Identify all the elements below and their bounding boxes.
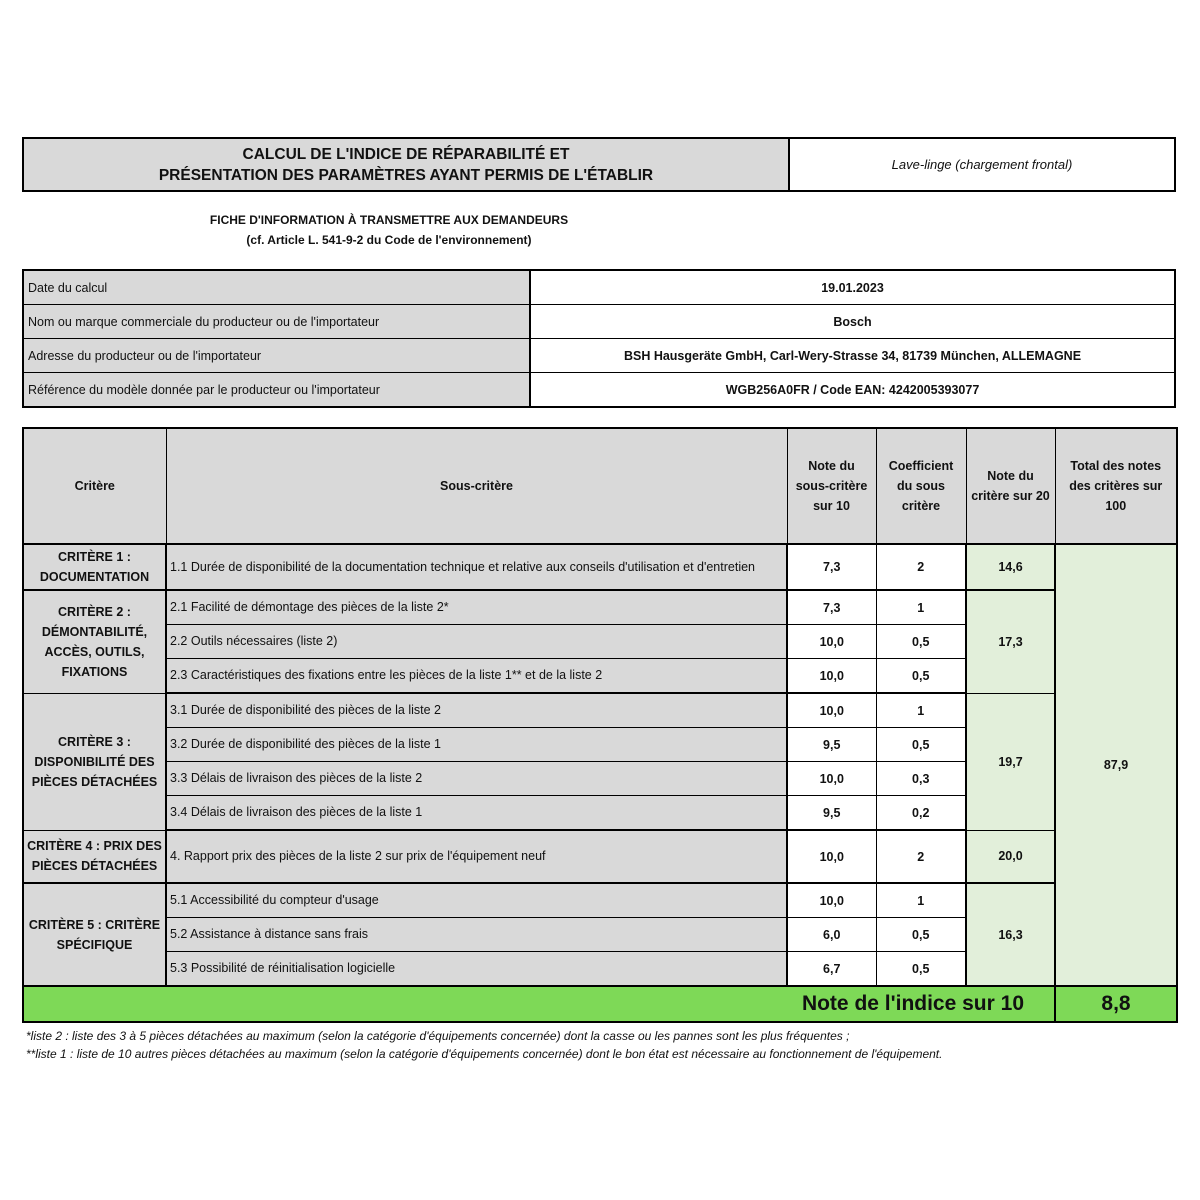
info-value: 19.01.2023	[530, 270, 1175, 305]
info-row	[23, 339, 1175, 373]
criterion-name: CRITÈRE 1 : DOCUMENTATION	[23, 544, 166, 590]
header-box	[22, 137, 1176, 192]
header-sub-criterion: Sous-critère	[166, 428, 787, 544]
final-score-label: Note de l'indice sur 10	[23, 986, 1055, 1022]
sub-criterion-coefficient: 2	[876, 544, 966, 590]
header-sub-score: Note du sous-critère sur 10	[787, 428, 876, 544]
sub-criterion-coefficient: 0,5	[876, 728, 966, 762]
sub-criterion-label: 1.1 Durée de disponibilité de la documentation technique et relative aux conseils d'utilisation et d'entretien	[166, 544, 787, 590]
sub-criterion-score: 6,0	[787, 918, 876, 952]
subtitle-line1: FICHE D'INFORMATION À TRANSMETTRE AUX DEMANDEURS	[209, 213, 569, 227]
table-row	[23, 883, 1177, 918]
sub-criterion-score: 10,0	[787, 693, 876, 728]
sub-criterion-coefficient: 0,2	[876, 796, 966, 831]
header-coefficient: Coefficient du sous critère	[876, 428, 966, 544]
subtitle	[0, 210, 966, 250]
footnote-1: *liste 2 : liste des 3 à 5 pièces détachées au maximum (selon la catégorie d'équipements concernée) dont la casse ou les pannes sont les plus fréquentes ;	[26, 1029, 850, 1043]
info-label: Nom ou marque commerciale du producteur ou de l'importateur	[23, 305, 530, 339]
table-row	[23, 590, 1177, 625]
criterion-name: CRITÈRE 4 : PRIX DES PIÈCES DÉTACHÉES	[23, 830, 166, 883]
table-row	[23, 693, 1177, 728]
header-title	[24, 139, 790, 190]
sub-criterion-coefficient: 2	[876, 830, 966, 883]
footnotes	[26, 1027, 1176, 1063]
table-row	[23, 830, 1177, 883]
criterion-score: 14,6	[966, 544, 1055, 590]
sub-criterion-label: 4. Rapport prix des pièces de la liste 2 sur prix de l'équipement neuf	[166, 830, 787, 883]
info-label: Référence du modèle donnée par le producteur ou l'importateur	[23, 373, 530, 408]
sub-criterion-coefficient: 1	[876, 693, 966, 728]
criterion-score: 20,0	[966, 830, 1055, 883]
criterion-score: 19,7	[966, 693, 1055, 830]
sub-criterion-score: 6,7	[787, 952, 876, 987]
header-total: Total des notes des critères sur 100	[1055, 428, 1177, 544]
sub-criterion-label: 5.1 Accessibilité du compteur d'usage	[166, 883, 787, 918]
info-value: Bosch	[530, 305, 1175, 339]
table-header-row	[23, 428, 1177, 544]
sub-criterion-label: 3.2 Durée de disponibilité des pièces de la liste 1	[166, 728, 787, 762]
footnote-2: **liste 1 : liste de 10 autres pièces détachées au maximum (selon la catégorie d'équipements concernée) dont le bon état est nécessaire au fonctionnement de l'équipement.	[26, 1047, 943, 1061]
sub-criterion-score: 10,0	[787, 762, 876, 796]
sub-criterion-label: 5.2 Assistance à distance sans frais	[166, 918, 787, 952]
final-score-value: 8,8	[1055, 986, 1177, 1022]
sub-criterion-score: 7,3	[787, 544, 876, 590]
info-row	[23, 373, 1175, 408]
sub-criterion-score: 10,0	[787, 830, 876, 883]
sub-criterion-label: 3.3 Délais de livraison des pièces de la liste 2	[166, 762, 787, 796]
sub-criterion-label: 2.2 Outils nécessaires (liste 2)	[166, 625, 787, 659]
criterion-score: 16,3	[966, 883, 1055, 986]
sub-criterion-score: 10,0	[787, 625, 876, 659]
sub-criterion-coefficient: 0,5	[876, 918, 966, 952]
sub-criterion-score: 9,5	[787, 728, 876, 762]
header-criterion-score: Note du critère sur 20	[966, 428, 1055, 544]
info-label: Date du calcul	[23, 270, 530, 305]
sub-criterion-coefficient: 0,5	[876, 625, 966, 659]
sub-criterion-coefficient: 0,5	[876, 659, 966, 694]
header-criterion: Critère	[23, 428, 166, 544]
header-title-line1: CALCUL DE L'INDICE DE RÉPARABILITÉ ET	[242, 145, 570, 163]
table-row	[23, 544, 1177, 590]
final-score-row	[23, 986, 1177, 1022]
total-score: 87,9	[1055, 544, 1177, 986]
sub-criterion-label: 3.4 Délais de livraison des pièces de la liste 1	[166, 796, 787, 831]
info-value: WGB256A0FR / Code EAN: 4242005393077	[530, 373, 1175, 408]
score-table	[22, 427, 1176, 1023]
criterion-score: 17,3	[966, 590, 1055, 693]
info-label: Adresse du producteur ou de l'importateur	[23, 339, 530, 373]
criterion-name: CRITÈRE 5 : CRITÈRE SPÉCIFIQUE	[23, 883, 166, 986]
sub-criterion-score: 10,0	[787, 883, 876, 918]
info-row	[23, 270, 1175, 305]
product-type: Lave-linge (chargement frontal)	[891, 157, 1073, 172]
sub-criterion-score: 9,5	[787, 796, 876, 831]
info-row	[23, 305, 1175, 339]
sub-criterion-label: 5.3 Possibilité de réinitialisation logicielle	[166, 952, 787, 987]
sub-criterion-coefficient: 1	[876, 883, 966, 918]
info-value: BSH Hausgeräte GmbH, Carl-Wery-Strasse 34, 81739 München, ALLEMAGNE	[530, 339, 1175, 373]
header-title-line2: PRÉSENTATION DES PARAMÈTRES AYANT PERMIS DE L'ÉTABLIR	[158, 166, 654, 184]
sub-criterion-label: 2.3 Caractéristiques des fixations entre les pièces de la liste 1** et de la liste 2	[166, 659, 787, 694]
sub-criterion-score: 7,3	[787, 590, 876, 625]
sub-criterion-coefficient: 0,3	[876, 762, 966, 796]
criterion-name: CRITÈRE 2 : DÉMONTABILITÉ, ACCÈS, OUTILS, FIXATIONS	[23, 590, 166, 693]
sub-criterion-coefficient: 0,5	[876, 952, 966, 987]
sub-criterion-score: 10,0	[787, 659, 876, 694]
subtitle-line2: (cf. Article L. 541-9-2 du Code de l'environnement)	[246, 233, 532, 247]
info-table	[22, 269, 1176, 408]
sub-criterion-label: 3.1 Durée de disponibilité des pièces de la liste 2	[166, 693, 787, 728]
sub-criterion-coefficient: 1	[876, 590, 966, 625]
criterion-name: CRITÈRE 3 : DISPONIBILITÉ DES PIÈCES DÉTACHÉES	[23, 693, 166, 830]
sub-criterion-label: 2.1 Facilité de démontage des pièces de la liste 2*	[166, 590, 787, 625]
